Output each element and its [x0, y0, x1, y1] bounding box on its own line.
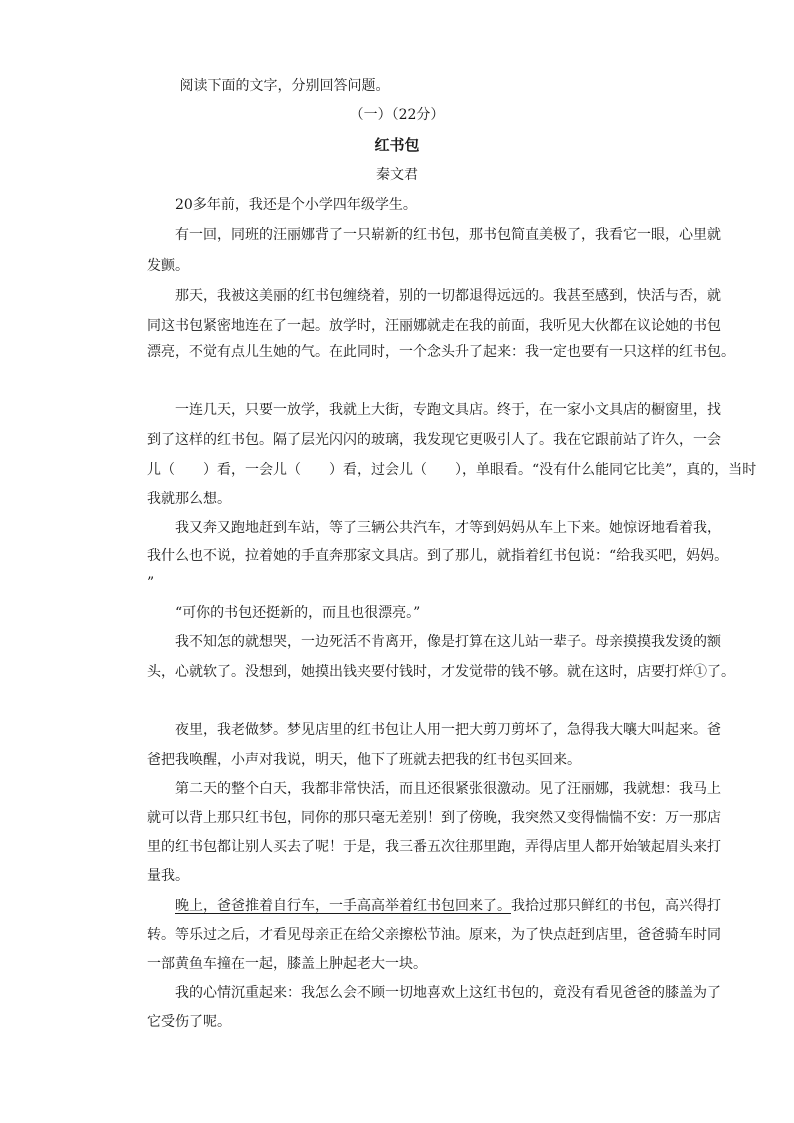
story-author: 秦文君	[376, 167, 418, 183]
paragraph-line: 我又奔又跑地赶到车站，等了三辆公共汽车，才等到妈妈从车上下来。她惊讶地看着我，	[175, 520, 721, 536]
paragraph-line: 量我。	[147, 868, 189, 884]
paragraph-line: 我什么也不说，拉着她的手直奔那家文具店。到了那儿，就指着红书包说：“给我买吧，妈妈。	[147, 548, 729, 564]
paragraph-line: “可你的书包还挺新的，而且也很漂亮。”	[175, 605, 421, 621]
paragraph-line: 发颤。	[147, 258, 189, 274]
story-title: 红书包	[374, 136, 420, 154]
underlined-sentence: 晚上，爸爸推着自行车，一手高高举着红书包回来了。	[175, 898, 511, 914]
paragraph-line: 转。等乐过之后，才看见母亲正在给父亲擦松节油。原来，为了快点赶到店里，爸爸骑车时同	[147, 927, 721, 943]
paragraph-line: 同这书包紧密地连在了一起。放学时，汪丽娜就走在我的前面，我听见大伙都在议论她的书包	[147, 318, 721, 334]
paragraph-line: 一连几天，只要一放学，我就上大街，专跑文具店。终于，在一家小文具店的橱窗里，找	[175, 402, 721, 418]
paragraph-line: 一部黄鱼车撞在一起，膝盖上肿起老大一块。	[147, 956, 427, 972]
paragraph-line: 我不知怎的就想哭，一边死活不肯离开，像是打算在这儿站一辈子。母亲摸摸我发烫的额	[175, 634, 721, 650]
section-label: （一）（22分）	[349, 107, 445, 123]
paragraph-line: ”	[147, 575, 155, 591]
paragraph-line: 里的红书包都让别人买去了呢！于是，我三番五次往那里跑，弄得店里人都开始皱起眉头来打	[147, 839, 721, 855]
paragraph-line: 第二天的整个白天，我都非常快活，而且还很紧张很激动。见了汪丽娜，我就想：我马上	[175, 781, 721, 797]
paragraph-line: 夜里，我老做梦。梦见店里的红书包让人用一把大剪刀剪坏了，急得我大嚷大叫起来。爸	[175, 722, 721, 738]
paragraph-line: 就可以背上那只红书包，同你的那只毫无差别！到了傍晚，我突然又变得惴惴不安：万一那店	[147, 810, 721, 826]
paragraph-line: 爸把我唤醒，小声对我说，明天，他下了班就去把我的红书包买回来。	[147, 752, 581, 768]
paragraph-line: 儿（ ）看，一会儿（ ）看，过会儿（ ），单眼看。“没有什么能同它比美”，真的，当时	[147, 462, 757, 478]
paragraph-line: 头，心就软了。没想到，她摸出钱夹要付钱时，才发觉带的钱不够。就在这时，店要打烊①了。	[147, 664, 735, 680]
paragraph-line: 那天，我被这美丽的红书包缠绕着，别的一切都退得远远的。我甚至感到，快活与否，就	[175, 288, 721, 304]
reading-instruction: 阅读下面的文字，分别回答问题。	[175, 78, 390, 94]
paragraph-line: 有一回，同班的汪丽娜背了一只崭新的红书包，那书包简直美极了，我看它一眼，心里就	[175, 227, 721, 243]
paragraph-line: 20多年前，我还是个小学四年级学生。	[175, 197, 417, 213]
paragraph-line: 它受伤了呢。	[147, 1014, 231, 1030]
paragraph-line: 我拾过那只鲜红的书包，高兴得打	[511, 898, 721, 914]
paragraph-line: 我的心情沉重起来：我怎么会不顾一切地喜欢上这红书包的，竟没有看见爸爸的膝盖为了	[175, 985, 721, 1001]
paragraph-line: 漂亮，不觉有点儿生她的气。在此同时，一个念头升了起来：我一定也要有一只这样的红书包。	[147, 344, 735, 360]
paragraph-line: 到了这样的红书包。隔了层光闪闪的玻璃，我发现它更吸引人了。我在它跟前站了许久，一会	[147, 432, 721, 448]
paragraph-line: 我就那么想。	[147, 491, 231, 507]
paragraph-line-row	[175, 896, 721, 916]
